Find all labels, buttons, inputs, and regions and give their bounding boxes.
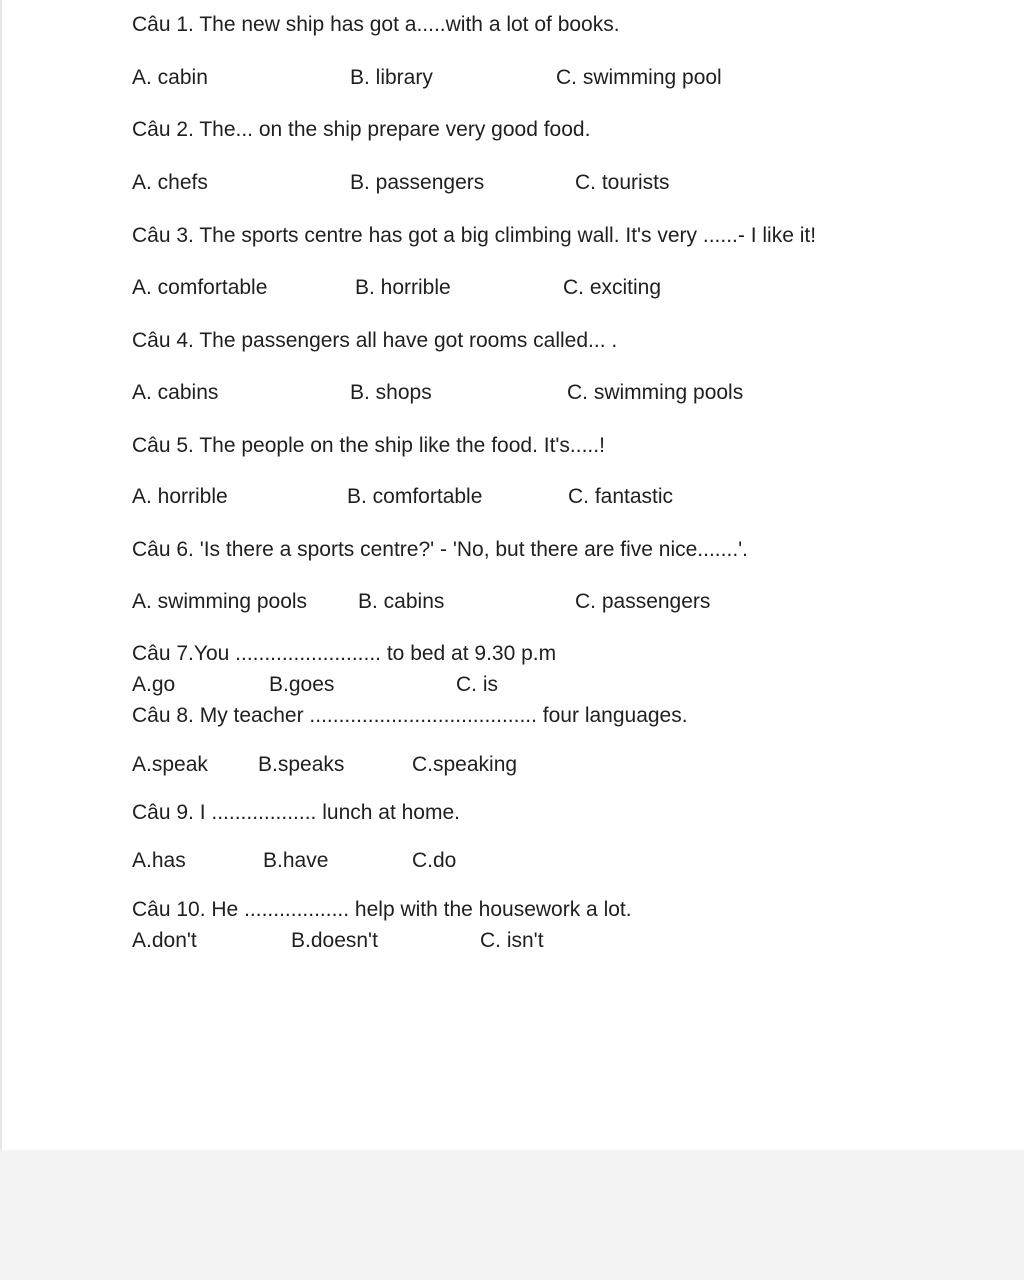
question-9-option-b: B.have xyxy=(263,849,329,872)
question-7-option-c: C. is xyxy=(456,673,498,696)
question-6-option-b: B. cabins xyxy=(358,590,445,613)
question-9-option-a: A.has xyxy=(132,849,186,872)
question-8-option-a: A.speak xyxy=(132,753,208,776)
question-6-option-a: A. swimming pools xyxy=(132,590,308,613)
question-8-stem: Câu 8. My teacher ....................................... four languages. xyxy=(132,704,688,727)
question-5-option-a: A. horrible xyxy=(132,485,228,508)
question-9-option-c: C.do xyxy=(412,849,457,872)
question-9-stem: Câu 9. I .................. lunch at home. xyxy=(132,801,460,824)
question-3-option-a: A. comfortable xyxy=(132,276,268,299)
question-8-option-c: C.speaking xyxy=(412,753,518,776)
question-7-option-b: B.goes xyxy=(269,673,335,696)
question-7-option-a: A.go xyxy=(132,673,176,696)
question-4-option-a: A. cabins xyxy=(132,381,219,404)
question-2-stem: Câu 2. The... on the ship prepare very good food. xyxy=(132,118,591,141)
question-10-stem: Câu 10. He .................. help with the housework a lot. xyxy=(132,898,632,921)
question-1-option-b: B. library xyxy=(350,66,433,89)
question-4-stem: Câu 4. The passengers all have got rooms called... . xyxy=(132,329,618,352)
question-4-option-c: C. swimming pools xyxy=(567,381,744,404)
question-2-option-c: C. tourists xyxy=(575,171,670,194)
question-1-stem: Câu 1. The new ship has got a.....with a lot of books. xyxy=(132,13,620,36)
question-3-option-b: B. horrible xyxy=(355,276,451,299)
question-10-option-a: A.don't xyxy=(132,929,197,952)
question-8-option-b: B.speaks xyxy=(258,753,345,776)
question-1-option-a: A. cabin xyxy=(132,66,208,89)
question-5-option-b: B. comfortable xyxy=(347,485,483,508)
question-6-stem: Câu 6. 'Is there a sports centre?' - 'No, but there are five nice.......'. xyxy=(132,538,748,561)
question-3-option-c: C. exciting xyxy=(563,276,662,299)
question-7-stem: Câu 7.You ......................... to bed at 9.30 p.m xyxy=(132,642,557,665)
question-2-option-a: A. chefs xyxy=(132,171,208,194)
question-5-option-c: C. fantastic xyxy=(568,485,674,508)
question-4-option-b: B. shops xyxy=(350,381,432,404)
question-10-option-c: C. isn't xyxy=(480,929,544,952)
question-6-option-c: C. passengers xyxy=(575,590,711,613)
question-10-option-b: B.doesn't xyxy=(291,929,378,952)
question-5-stem: Câu 5. The people on the ship like the food. It's.....! xyxy=(132,434,605,457)
question-1-option-c: C. swimming pool xyxy=(556,66,722,89)
question-2-option-b: B. passengers xyxy=(350,171,485,194)
question-3-stem: Câu 3. The sports centre has got a big climbing wall. It's very ......- I like it! xyxy=(132,224,817,247)
